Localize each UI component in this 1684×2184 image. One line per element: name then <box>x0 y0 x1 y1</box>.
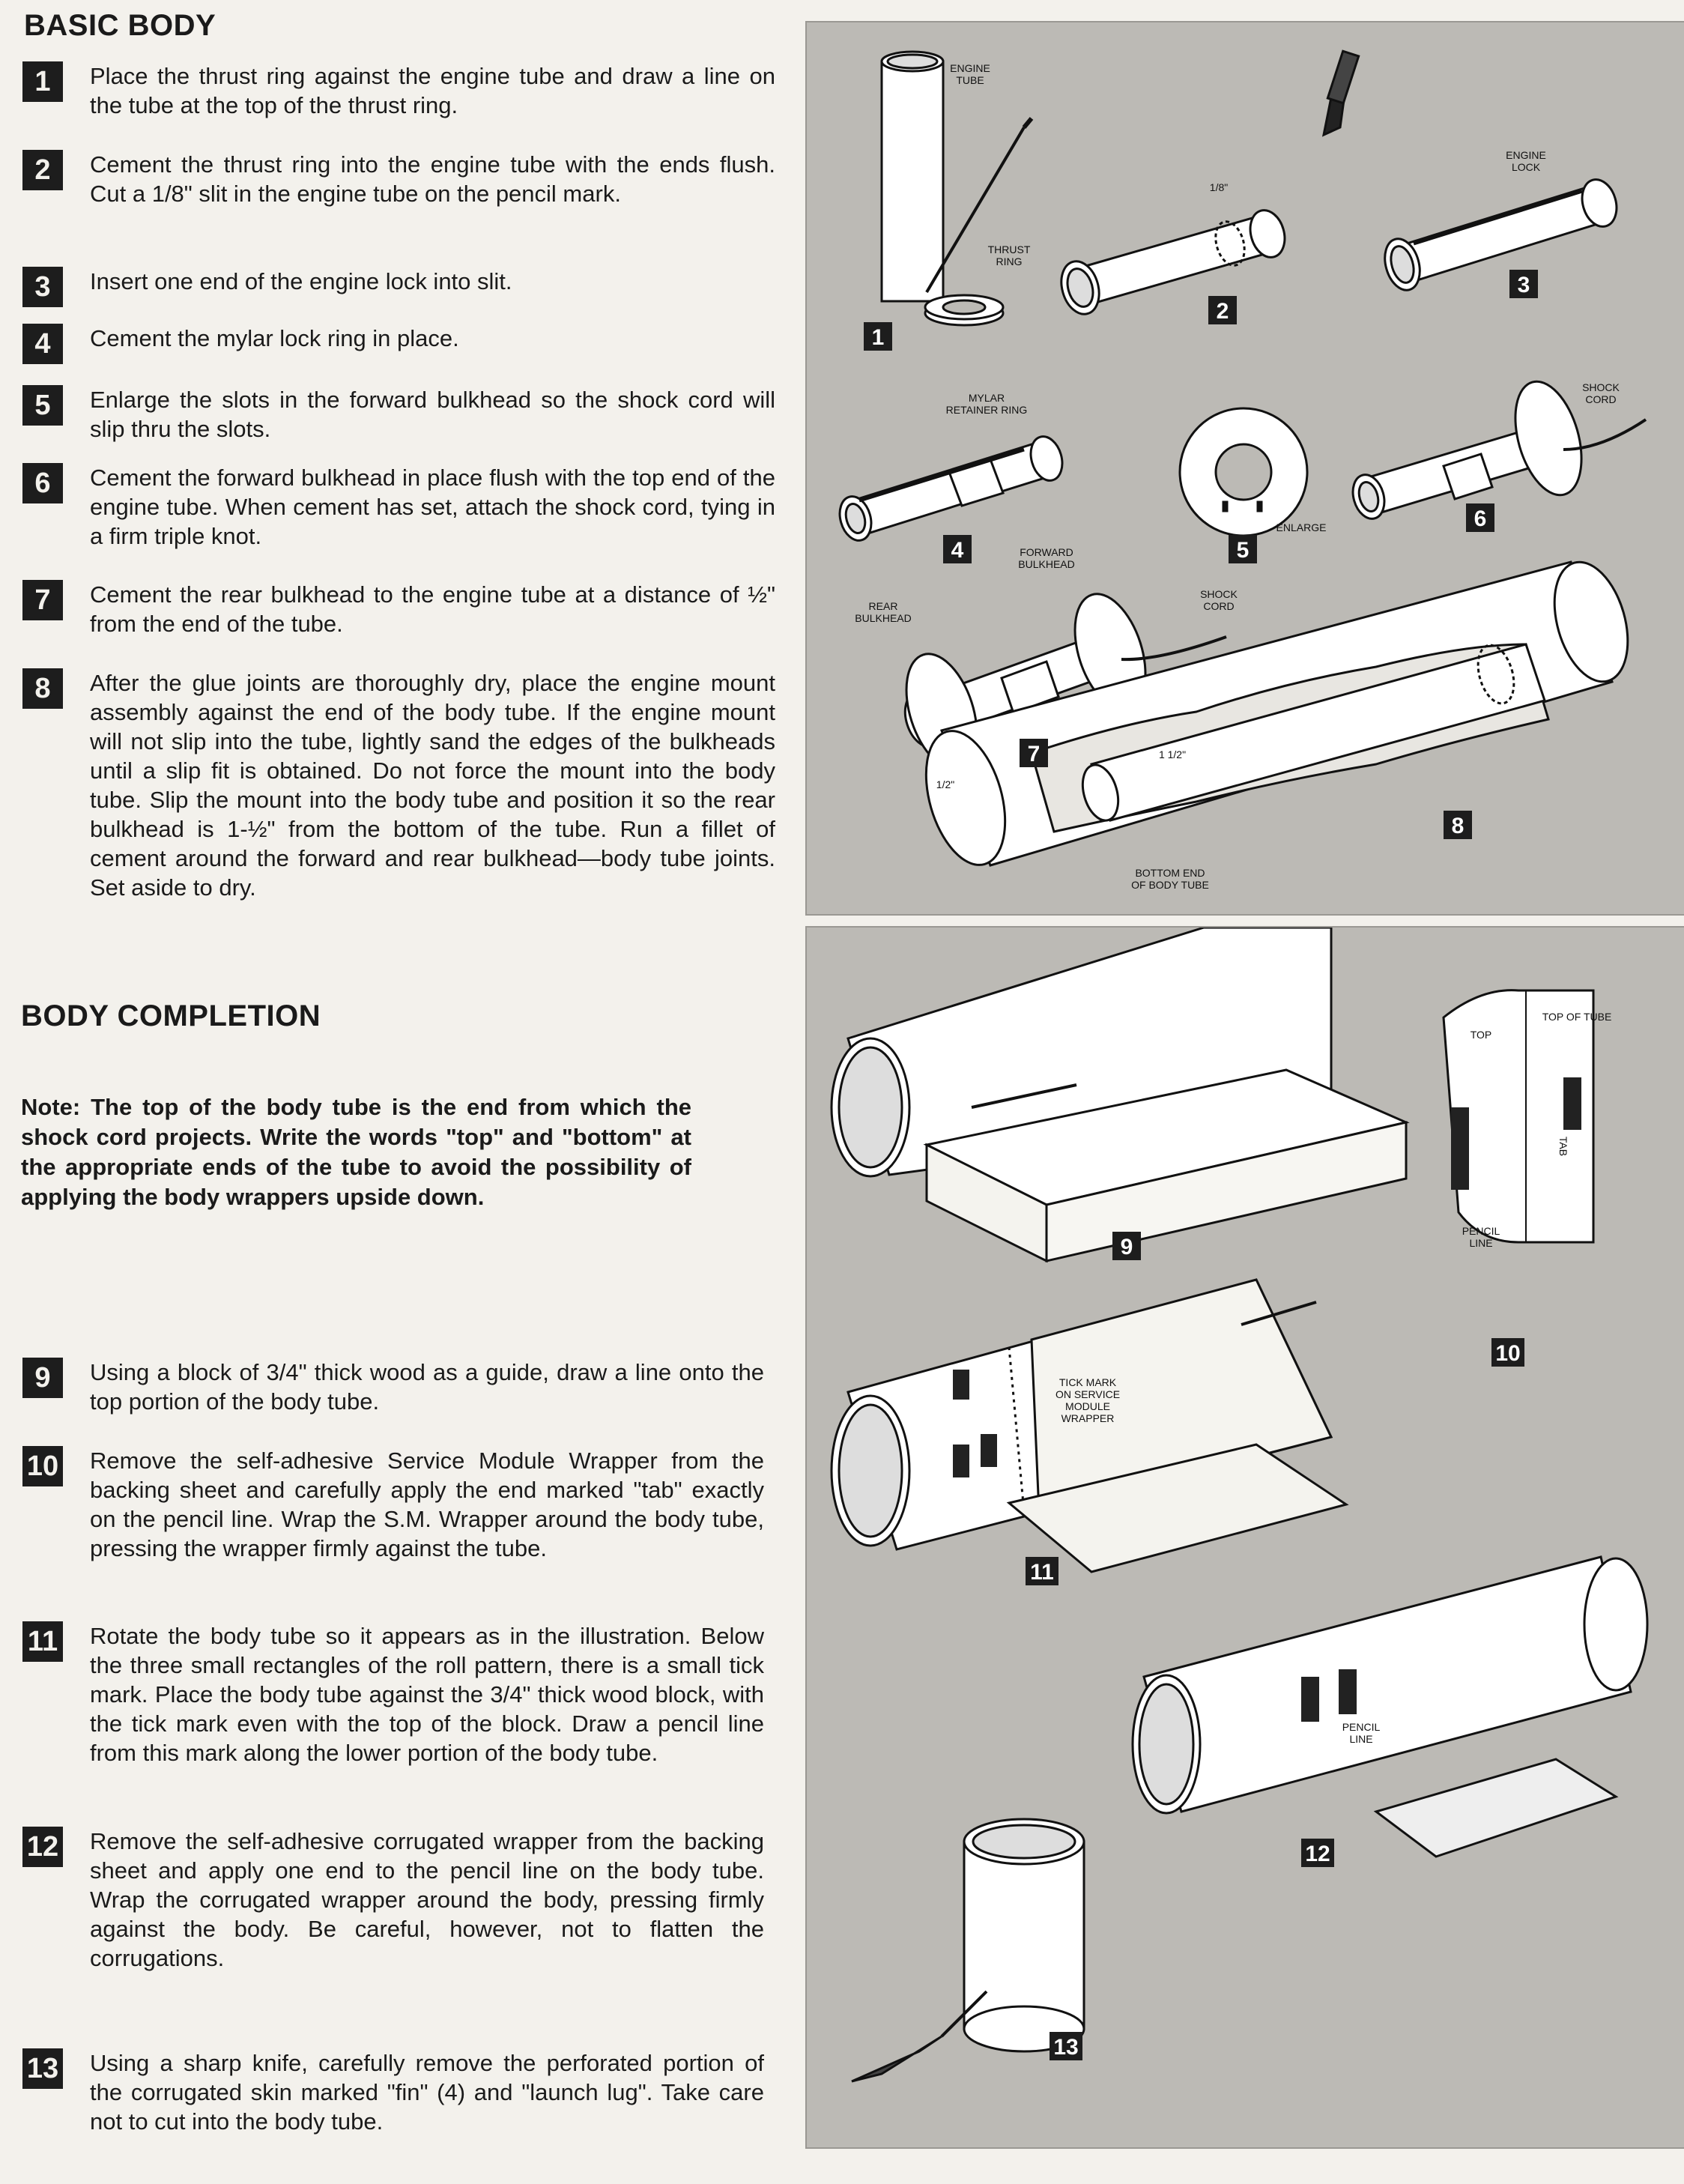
pencil-line-label: LINE <box>1349 1733 1373 1745</box>
step-number: 6 <box>22 463 63 503</box>
step-text: Rotate the body tube so it appears as in the illustration. Below the three small rectangles of the roll pattern, there is a small tick mark. Place the body tube against the 3/4" thick wood block, with the tick mark even with the top of the block. Draw a pencil line from this mark along the lower portion of the body tube. <box>90 1623 764 1766</box>
bulkhead-figure-5 <box>1180 408 1307 536</box>
shock-cord-label: SHOCK <box>1200 588 1238 600</box>
engine-lock-label: ENGINE <box>1506 149 1546 161</box>
eighth-inch-label: 1/8" <box>1209 181 1229 193</box>
step-number: 3 <box>22 267 63 307</box>
tick-mark-label: WRAPPER <box>1061 1412 1115 1424</box>
step-text: Cement the mylar lock ring in place. <box>90 325 459 351</box>
step-3 <box>22 267 775 307</box>
forward-bulkhead-label: BULKHEAD <box>1018 558 1075 570</box>
pencil-line-label: PENCIL <box>1462 1225 1500 1237</box>
enlarge-label: ENLARGE <box>1276 521 1327 533</box>
figure-number: 6 <box>1474 506 1487 531</box>
step-12 <box>22 1827 764 1973</box>
pencil-line-label: LINE <box>1469 1237 1493 1249</box>
engine-tube-figure-1 <box>882 52 1032 325</box>
step-text: Place the thrust ring against the engine tube and draw a line on the tube at the top of the thrust ring. <box>90 63 775 118</box>
step-10 <box>22 1446 764 1563</box>
tick-mark-label: ON SERVICE <box>1055 1388 1121 1400</box>
figure-number: 11 <box>1030 1560 1054 1585</box>
wrapper-figure-10 <box>1444 990 1593 1242</box>
step-text: Insert one end of the engine lock into slit. <box>90 268 512 294</box>
figure-number: 10 <box>1495 1341 1521 1366</box>
figures-panel-basic-body <box>805 21 1684 916</box>
figure-number: 1 <box>871 325 885 350</box>
body-tube-figure-9 <box>832 928 1406 1261</box>
figures-body-completion-illustration <box>807 928 1684 2147</box>
knife-figure-2 <box>1324 51 1359 135</box>
step-4 <box>22 324 775 364</box>
figure-number: 2 <box>1216 299 1229 324</box>
step-number: 4 <box>22 324 63 364</box>
rear-bulkhead-label: REAR <box>868 600 898 612</box>
step-9 <box>22 1358 764 1416</box>
body-tube-figure-13 <box>852 1819 1084 2081</box>
figure-number: 8 <box>1451 814 1465 838</box>
figure-number: 5 <box>1236 538 1250 563</box>
step-number: 12 <box>22 1827 63 1867</box>
figure-number: 3 <box>1517 273 1530 297</box>
instructions-column <box>0 0 794 2184</box>
top-of-tube-label: TOP OF TUBE <box>1542 1011 1612 1023</box>
step-text: Remove the self-adhesive corrugated wrapper from the backing sheet and apply one end to the pencil line on the body tube. Wrap the corrugated wrapper around the body, pressing firmly against the body. Be careful, however, not to flatten the corrugations. <box>90 1828 764 1971</box>
half-inch-label: 1/2" <box>936 778 955 790</box>
step-text: Cement the rear bulkhead to the engine tube at a distance of ½" from the end of the tube. <box>90 581 775 637</box>
tick-mark-label: MODULE <box>1065 1400 1110 1412</box>
figure-number: 12 <box>1305 1842 1330 1866</box>
engine-tube-figure-2 <box>1055 206 1290 318</box>
step-number: 7 <box>22 580 63 620</box>
body-tube-figure-12 <box>1133 1557 1647 1857</box>
figures-panel-body-completion <box>805 926 1684 2149</box>
rear-bulkhead-label: BULKHEAD <box>855 612 912 624</box>
figure-number: 9 <box>1120 1235 1133 1259</box>
mylar-ring-label: MYLAR <box>968 392 1005 404</box>
figures-basic-body-illustration <box>807 22 1684 914</box>
step-text: Using a block of 3/4" thick wood as a guide, draw a line onto the top portion of the body tube. <box>90 1359 764 1415</box>
note-text: Note: The top of the body tube is the end from which the shock cord projects. Write the words "top" and "bottom" at the appropriate ends of the tube to avoid the possibility of applying the body wrappers upside down. <box>21 1094 691 1210</box>
step-11 <box>22 1621 764 1767</box>
step-7 <box>22 580 775 638</box>
engine-tube-label: ENGINE <box>950 62 990 74</box>
step-1 <box>22 61 775 120</box>
step-5 <box>22 385 775 444</box>
body-tube-figure-11 <box>832 1280 1346 1572</box>
top-small-label: TOP <box>1470 1029 1492 1041</box>
engine-tube-label: TUBE <box>956 74 984 86</box>
step-text: Cement the thrust ring into the engine tube with the ends flush. Cut a 1/8" slit in the engine tube on the pencil mark. <box>90 151 775 207</box>
step-number: 10 <box>22 1446 63 1486</box>
engine-lock-label: LOCK <box>1511 161 1541 173</box>
bottom-end-label: BOTTOM END <box>1135 867 1205 879</box>
forward-bulkhead-label: FORWARD <box>1020 546 1073 558</box>
one-half-inch-label: 1 1/2" <box>1158 748 1187 760</box>
basic-body-heading: BASIC BODY <box>24 9 216 42</box>
shock-cord-label: CORD <box>1203 600 1235 612</box>
engine-tube-figure-3 <box>1379 175 1622 294</box>
step-2 <box>22 150 775 208</box>
pencil-line-label: PENCIL <box>1342 1721 1381 1733</box>
body-tube-figure-8 <box>912 554 1641 874</box>
step-6 <box>22 463 775 551</box>
step-8 <box>22 668 775 902</box>
figure-number: 4 <box>951 538 964 563</box>
step-text: Enlarge the slots in the forward bulkhead so the shock cord will slip thru the slots. <box>90 387 775 442</box>
figure-number: 13 <box>1053 2035 1079 2060</box>
step-text: Cement the forward bulkhead in place flush with the top end of the engine tube. When cement has set, attach the shock cord, tying in a firm triple knot. <box>90 465 775 549</box>
step-number: 11 <box>22 1621 63 1662</box>
tick-mark-label: TICK MARK <box>1058 1376 1117 1388</box>
shock-cord-label: CORD <box>1585 393 1617 405</box>
mylar-ring-label: RETAINER RING <box>945 404 1028 416</box>
step-number: 13 <box>22 2048 63 2089</box>
engine-tube-figure-4 <box>835 433 1067 545</box>
bottom-end-label: OF BODY TUBE <box>1131 879 1209 891</box>
tab-label: TAB <box>1557 1136 1569 1157</box>
figure-number: 7 <box>1027 742 1041 766</box>
step-text: Using a sharp knife, carefully remove the perforated portion of the corrugated skin marked "fin" (4) and "launch lug". Take care not to cut into the body tube. <box>90 2050 764 2135</box>
thrust-ring-label: THRUST <box>987 243 1031 255</box>
step-number: 8 <box>22 668 63 709</box>
step-number: 5 <box>22 385 63 426</box>
step-number: 9 <box>22 1358 63 1398</box>
thrust-ring-label: RING <box>996 255 1023 267</box>
step-number: 2 <box>22 150 63 190</box>
body-completion-heading: BODY COMPLETION <box>21 999 321 1032</box>
step-text: After the glue joints are thoroughly dry, place the engine mount assembly against the end of the body tube. If the engine mount will not slip into the tube, lightly sand the edges of the bulkheads until a slip fit is obtained. Do not force the mount into the body tube. Slip the mount into the body tube and position it so the rear bulkhead is 1-½" from the bottom of the tube. Run a fillet of cement around the forward and rear bulkhead—body tube joints. Set aside to dry. <box>90 670 775 901</box>
step-text: Remove the self-adhesive Service Module Wrapper from the backing sheet and carefully apply the end marked "tab" exactly on the pencil line. Wrap the S.M. Wrapper around the body tube, pressing the wrapper firmly against the tube. <box>90 1448 764 1561</box>
step-13 <box>22 2048 764 2136</box>
step-number: 1 <box>22 61 63 102</box>
shock-cord-label: SHOCK <box>1582 381 1620 393</box>
